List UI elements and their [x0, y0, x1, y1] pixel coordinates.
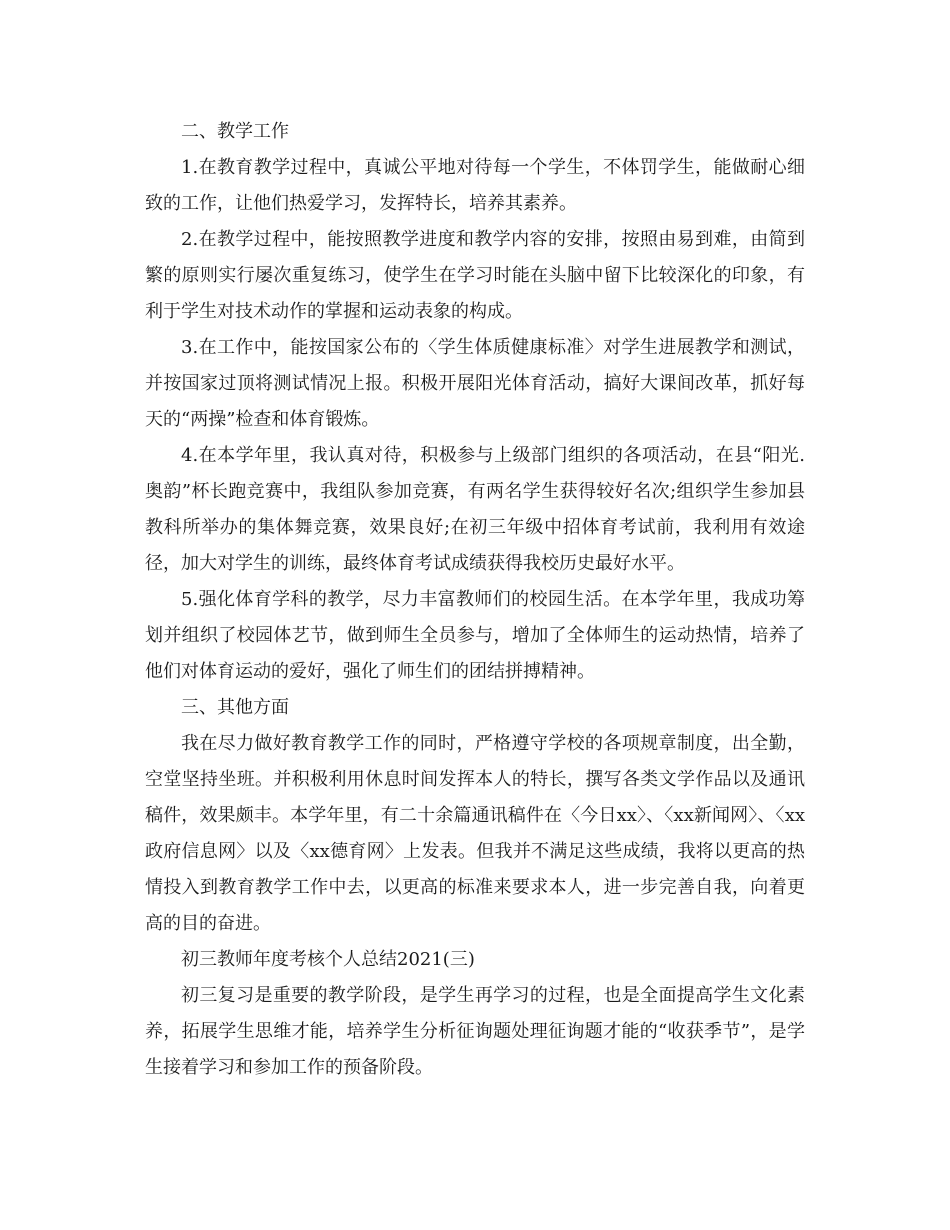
- section-heading-teaching: 二、教学工作: [181, 121, 289, 142]
- paragraph-teaching-item-4: 4.在本学年里，我认真对待，积极参与上级部门组织的各项活动，在县“阳光.奥韵”杯长跑竞赛中，我组队参加竞赛，有两名学生获得较好名次;组织学生参加县教科所举办的集体舞竞赛，效果良好;在初三年级中招体育考试前，我利用有效途径，加大对学生的训练，最终体育考试成绩获得我校历史最好水平。: [145, 445, 805, 574]
- paragraph-teaching-item-1: 1.在教育教学过程中，真诚公平地对待每一个学生，不体罚学生，能做耐心细致的工作，让他们热爱学习，发挥特长，培养其素养。: [145, 157, 805, 214]
- paragraph-teaching-item-2: 2.在教学过程中，能按照教学进度和教学内容的安排，按照由易到难，由简到繁的原则实行屡次重复练习，使学生在学习时能在头脑中留下比较深化的印象，有利于学生对技术动作的掌握和运动表象的构成。: [145, 229, 805, 322]
- paragraph-other-aspects: 我在尽力做好教育教学工作的同时，严格遵守学校的各项规章制度，出全勤，空堂坚持坐班。并积极利用休息时间发挥本人的特长，撰写各类文学作品以及通讯稿件，效果颇丰。本学年里，有二十余篇通讯稿件在〈今日xx〉、〈xx新闻网〉、〈xx政府信息网〉以及〈xx德育网〉上发表。但我并不满足这些成绩，我将以更高的热情投入到教育教学工作中去，以更高的标准来要求本人，进一步完善自我，向着更高的目的奋进。: [145, 733, 805, 934]
- paragraph-review-intro: 初三复习是重要的教学阶段，是学生再学习的过程，也是全面提高学生文化素养，拓展学生思维才能，培养学生分析征询题处理征询题才能的“收获季节”，是学生接着学习和参加工作的预备阶段。: [145, 985, 805, 1078]
- paragraph-teaching-item-5: 5.强化体育学科的教学，尽力丰富教师们的校园生活。在本学年里，我成功筹划并组织了校园体艺节，做到师生全员参与，增加了全体师生的运动热情，培养了他们对体育运动的爱好，强化了师生们的团结拼搏精神。: [145, 589, 805, 682]
- section-heading-other: 三、其他方面: [181, 697, 289, 718]
- section-heading-summary-three: 初三教师年度考核个人总结2021(三): [181, 949, 475, 970]
- document-body: [145, 114, 805, 1086]
- paragraph-teaching-item-3: 3.在工作中，能按国家公布的〈学生体质健康标准〉对学生进展教学和测试，并按国家过顶将测试情况上报。积极开展阳光体育活动，搞好大课间改革，抓好每天的“两操”检查和体育锻炼。: [145, 337, 805, 430]
